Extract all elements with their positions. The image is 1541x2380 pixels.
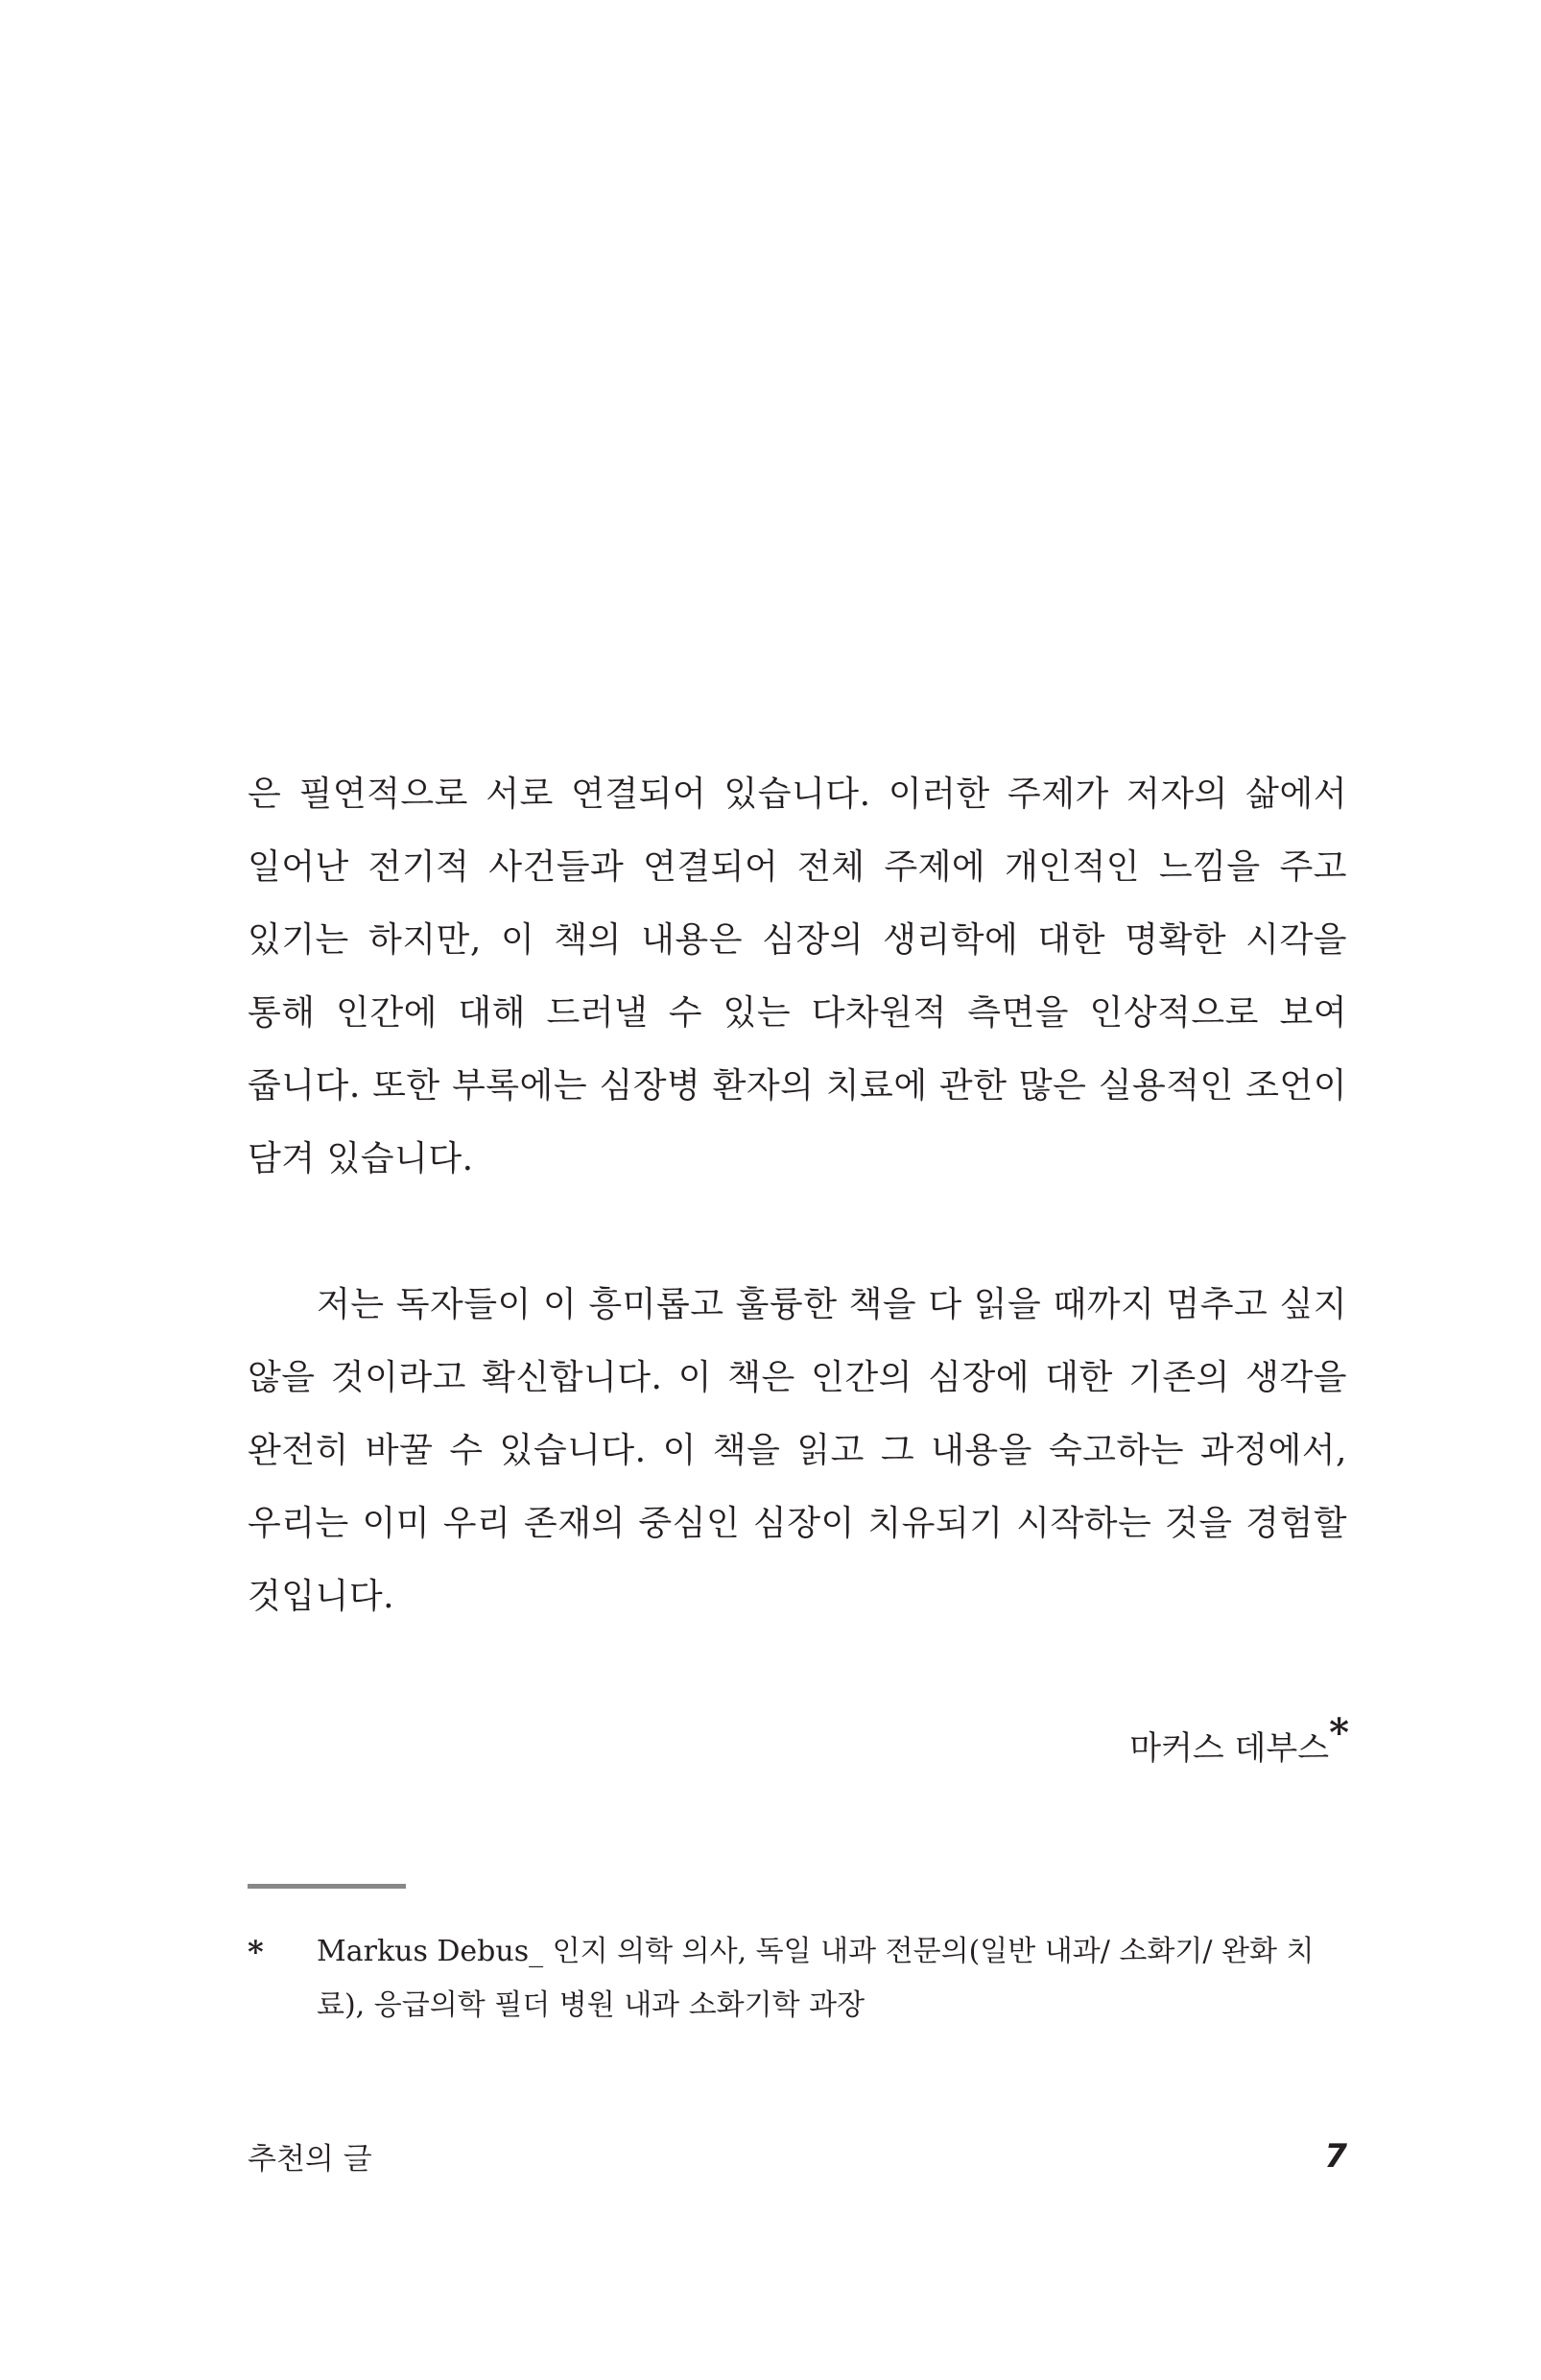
footnote-text: Markus Debus_ 인지 의학 의사, 독일 내과 전문의(일반 내과/ 소화기/ 완화 치료), 응급의학 필더 병원 내과 소화기학 과장 bbox=[317, 1935, 1315, 2022]
running-head: 추천의 글 bbox=[248, 2142, 372, 2177]
body-paragraph-2: 저는 독자들이 이 흥미롭고 훌륭한 책을 다 읽을 때까지 멈추고 싶지 않을 것이라고 확신합니다. 이 책은 인간의 심장에 대한 기존의 생각을 완전히 바꿀 수 있습니다. 이 책을 읽고 그 내용을 숙고하는 과정에서, 우리는 이미 우리 존재의 중심인 심장이 치유되기 시작하는 것을 경험할 것입니다. bbox=[248, 1285, 1347, 1616]
author-signature bbox=[1129, 1710, 1349, 1777]
body-paragraph-1: 은 필연적으로 서로 연결되어 있습니다. 이러한 주제가 저자의 삶에서 일어난 전기적 사건들과 연결되어 전체 주제에 개인적인 느낌을 주고 있기는 하지만, 이 책의 내용은 심장의 생리학에 대한 명확한 시각을 통해 인간에 대해 드러낼 수 있는 다차원적 측면을 인상적으로 보여 줍니다. 또한 부록에는 심장병 환자의 치료에 관한 많은 실용적인 조언이 담겨 있습니다. bbox=[248, 774, 1347, 1178]
footnote bbox=[248, 1925, 1347, 2033]
signature-footnote-mark: * bbox=[1329, 1710, 1349, 1755]
footnote-divider bbox=[248, 1884, 406, 1889]
page-number: 7 bbox=[1324, 2137, 1347, 2176]
signature-name: 마커스 데부스 bbox=[1129, 1729, 1330, 1768]
footnote-mark: * bbox=[248, 1934, 264, 1970]
